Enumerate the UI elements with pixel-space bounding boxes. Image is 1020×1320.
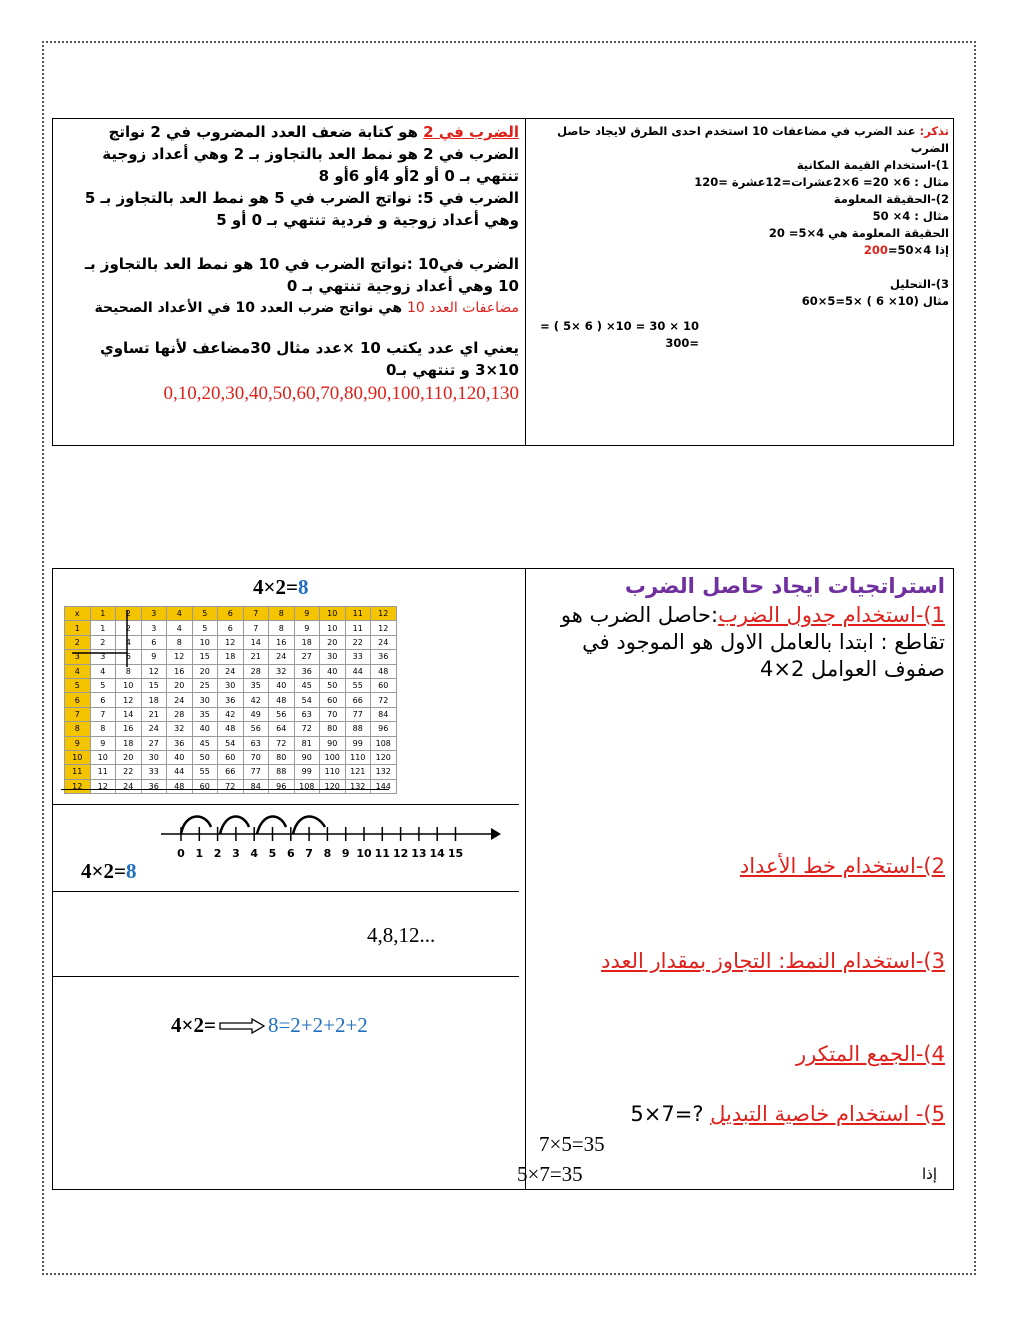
remember-intro bbox=[529, 123, 949, 157]
method-place-value: 1)-استخدام القيمة المكانية bbox=[796, 158, 949, 172]
table-cell: 12 bbox=[116, 693, 142, 707]
repeated-addition bbox=[171, 1013, 368, 1038]
table-path-lines bbox=[64, 606, 184, 676]
table-cell: 30 bbox=[192, 693, 218, 707]
number-line-arrow bbox=[491, 828, 501, 840]
number-line-label: 14 bbox=[429, 847, 445, 860]
table-cell: 110 bbox=[320, 765, 346, 779]
strategy-5 bbox=[630, 1101, 945, 1128]
table-header-cell: 11 bbox=[345, 607, 371, 621]
table-cell: 84 bbox=[371, 707, 397, 721]
table-cell: 144 bbox=[371, 779, 397, 793]
table-cell: 108 bbox=[371, 736, 397, 750]
multiply-by-2 bbox=[59, 121, 519, 187]
number-line-label: 12 bbox=[392, 847, 409, 860]
table-cell: 66 bbox=[218, 765, 244, 779]
strategy-5-label: 5)- استخدام خاصية التبديل bbox=[710, 1102, 945, 1126]
table-cell: 40 bbox=[269, 678, 295, 692]
table-row bbox=[65, 750, 397, 764]
multiples-label: مضاعفات العدد 10 bbox=[406, 300, 519, 316]
number-line-label: 13 bbox=[411, 847, 427, 860]
table-cell: 12 bbox=[167, 650, 193, 664]
table-cell: 35 bbox=[243, 678, 269, 692]
method-known-fact: 2)-الحقيقة المعلومة bbox=[833, 192, 949, 206]
table-cell: 44 bbox=[345, 664, 371, 678]
method-decompose-example: مثال (10× 6 ) ×5=5×60 bbox=[801, 294, 949, 308]
table-cell: 56 bbox=[243, 722, 269, 736]
table-row bbox=[65, 736, 397, 750]
table-cell: 1 bbox=[90, 621, 116, 635]
table-cell: 8 bbox=[269, 621, 295, 635]
row-divider bbox=[53, 804, 519, 805]
table-cell: 12 bbox=[218, 635, 244, 649]
table-cell: 77 bbox=[243, 765, 269, 779]
table-cell: 96 bbox=[371, 722, 397, 736]
table-cell: 27 bbox=[141, 736, 167, 750]
table-cell: 81 bbox=[294, 736, 320, 750]
table-row-header-cell: 2 bbox=[65, 635, 91, 649]
table-cell: 80 bbox=[269, 750, 295, 764]
jump-arc-3 bbox=[257, 817, 286, 834]
table-equation-value: 8 bbox=[297, 575, 309, 599]
table-cell: 108 bbox=[294, 779, 320, 793]
strategy-examples bbox=[53, 569, 525, 1189]
table-cell: 18 bbox=[294, 635, 320, 649]
table-cell: 50 bbox=[192, 750, 218, 764]
table-cell: 24 bbox=[116, 779, 142, 793]
table-cell: 10 bbox=[90, 750, 116, 764]
number-line-label: 9 bbox=[341, 847, 350, 860]
table-cell: 45 bbox=[192, 736, 218, 750]
table-cell: 56 bbox=[269, 707, 295, 721]
strategy-3: 3)-استخدام النمط: التجاوز بمقدار العدد bbox=[601, 949, 945, 973]
table-row-header-cell: 10 bbox=[65, 750, 91, 764]
table-cell: 132 bbox=[345, 779, 371, 793]
table-cell: 11 bbox=[345, 621, 371, 635]
table-cell: 7 bbox=[243, 621, 269, 635]
table-row bbox=[65, 678, 397, 692]
table-cell: 3 bbox=[90, 650, 116, 664]
number-line-label: 4 bbox=[250, 847, 259, 860]
table-cell: 7 bbox=[90, 707, 116, 721]
table-cell: 33 bbox=[345, 650, 371, 664]
table-cell: 30 bbox=[141, 750, 167, 764]
table-cell: 36 bbox=[218, 693, 244, 707]
table-cell: 6 bbox=[90, 693, 116, 707]
table-header-cell: 2 bbox=[116, 607, 142, 621]
table-cell: 6 bbox=[116, 650, 142, 664]
table-cell: 16 bbox=[116, 722, 142, 736]
table-cell: 9 bbox=[294, 621, 320, 635]
method-place-value-example: مثال : 6× 20= 6×2عشرات=12عشرة =120 bbox=[694, 175, 949, 189]
number-line-label: 3 bbox=[232, 847, 240, 860]
number-line-label: 0 bbox=[177, 847, 185, 860]
table-row-header-cell: 8 bbox=[65, 722, 91, 736]
table-cell: 15 bbox=[141, 678, 167, 692]
table-cell: 33 bbox=[141, 765, 167, 779]
table-cell: 60 bbox=[371, 678, 397, 692]
table-cell: 6 bbox=[141, 635, 167, 649]
table-cell: 72 bbox=[218, 779, 244, 793]
table-cell: 54 bbox=[294, 693, 320, 707]
strategy-1-text: :حاصل الضرب هو تقاطع : ابتدا بالعامل الاول هو الموجود في صفوف العوامل 2×4 bbox=[560, 603, 945, 681]
method-known-fact-result bbox=[529, 242, 949, 259]
table-cell: 66 bbox=[345, 693, 371, 707]
column-divider bbox=[525, 569, 526, 1189]
table-cell: 20 bbox=[116, 750, 142, 764]
table-cell: 48 bbox=[218, 722, 244, 736]
table-header-cell: 8 bbox=[269, 607, 295, 621]
table-cell: 42 bbox=[218, 707, 244, 721]
table-cell: 48 bbox=[371, 664, 397, 678]
table-cell: 99 bbox=[294, 765, 320, 779]
table-cell: 16 bbox=[167, 664, 193, 678]
number-line-label: 15 bbox=[447, 847, 464, 860]
table-cell: 30 bbox=[320, 650, 346, 664]
table-cell: 28 bbox=[167, 707, 193, 721]
table-row-header-cell: 7 bbox=[65, 707, 91, 721]
commutative-then: إذا bbox=[921, 1165, 937, 1183]
strategy-5-question: ?=7×5 bbox=[630, 1102, 711, 1126]
table-cell: 3 bbox=[141, 621, 167, 635]
strategies-title: استراتجيات ايجاد حاصل الضرب bbox=[624, 574, 945, 598]
table-cell: 70 bbox=[320, 707, 346, 721]
table-cell: 12 bbox=[90, 779, 116, 793]
number-line-equation-value: 8 bbox=[125, 859, 137, 883]
row-divider bbox=[53, 891, 519, 892]
table-cell: 11 bbox=[90, 765, 116, 779]
strategy-2: 2)-استخدام خط الأعداد bbox=[739, 854, 945, 878]
table-cell: 60 bbox=[218, 750, 244, 764]
table-cell: 49 bbox=[243, 707, 269, 721]
table-cell: 50 bbox=[320, 678, 346, 692]
table-cell: 10 bbox=[192, 635, 218, 649]
table-cell: 32 bbox=[269, 664, 295, 678]
table-row bbox=[65, 779, 397, 793]
repeated-addition-prefix: 4×2= bbox=[171, 1013, 216, 1037]
table-cell: 44 bbox=[167, 765, 193, 779]
method-known-fact-example: مثال : 4× 50 bbox=[872, 209, 949, 223]
table-header-cell: 6 bbox=[218, 607, 244, 621]
table-cell: 64 bbox=[269, 722, 295, 736]
strategy-1-label: 1)-استخدام جدول الضرب bbox=[718, 603, 945, 627]
table-cell: 4 bbox=[116, 635, 142, 649]
multiplication-patterns bbox=[59, 121, 519, 443]
intro-text: عند الضرب في مضاعفات 10 استخدم احدى الطرق لايجاد حاصل الضرب bbox=[557, 124, 949, 155]
table-cell: 10 bbox=[320, 621, 346, 635]
number-line bbox=[153, 807, 503, 867]
implies-arrow-icon bbox=[218, 1018, 266, 1034]
table-cell: 36 bbox=[167, 736, 193, 750]
multiplication-table bbox=[64, 606, 397, 794]
method-decompose: 3)-التحليل bbox=[890, 277, 949, 291]
commutative-line-2: 5×7=35 bbox=[517, 1162, 583, 1186]
table-row-header-cell: 11 bbox=[65, 765, 91, 779]
table-cell: 30 bbox=[218, 678, 244, 692]
table-cell: 32 bbox=[167, 722, 193, 736]
table-cell: 72 bbox=[294, 722, 320, 736]
table-cell: 54 bbox=[218, 736, 244, 750]
table-cell: 36 bbox=[141, 779, 167, 793]
row-divider bbox=[53, 976, 519, 977]
strategy-1 bbox=[531, 602, 945, 683]
table-header-cell: 7 bbox=[243, 607, 269, 621]
multiply-by-5: الضرب في 5: نواتج الضرب في 5 هو نمط العد بالتجاوز بـ 5 وهي أعداد زوجية و فردية تنتهي بـ 0 أو 5 bbox=[84, 189, 519, 229]
table-cell: 20 bbox=[167, 678, 193, 692]
table-cell: 72 bbox=[269, 736, 295, 750]
multiples-of-10-def bbox=[59, 297, 519, 319]
table-cell: 6 bbox=[218, 621, 244, 635]
repeated-addition-value: 8=2+2+2+2 bbox=[267, 1013, 368, 1037]
table-cell: 16 bbox=[269, 635, 295, 649]
table-cell: 45 bbox=[294, 678, 320, 692]
table-cell: 8 bbox=[167, 635, 193, 649]
table-cell: 24 bbox=[371, 635, 397, 649]
number-line-label: 2 bbox=[213, 847, 222, 860]
table-cell: 40 bbox=[320, 664, 346, 678]
table-cell: 88 bbox=[269, 765, 295, 779]
table-row-header-cell: 4 bbox=[65, 664, 91, 678]
table-cell: 24 bbox=[269, 650, 295, 664]
table-cell: 2 bbox=[116, 621, 142, 635]
table-cell: 90 bbox=[294, 750, 320, 764]
number-line-equation-prefix: 4×2= bbox=[81, 859, 126, 883]
table-cell: 100 bbox=[320, 750, 346, 764]
jump-arc-2 bbox=[220, 817, 249, 834]
multiples-text: هي نواتج ضرب العدد 10 في الأعداد الصحيحة bbox=[94, 300, 407, 316]
table-cell: 40 bbox=[192, 722, 218, 736]
table-cell: 36 bbox=[371, 650, 397, 664]
table-row bbox=[65, 693, 397, 707]
table-header-cell: 3 bbox=[141, 607, 167, 621]
commutative-line-1: 7×5=35 bbox=[539, 1132, 605, 1156]
strategies bbox=[517, 573, 945, 1187]
column-divider bbox=[525, 119, 526, 445]
table-cell: 21 bbox=[141, 707, 167, 721]
multiply-by-2-text: هو كتابة ضعف العدد المضروب في 2 نواتج الضرب في 2 هو نمط العد بالتجاوز بـ 2 وهي أعداد زوجية تنتهي بـ 0 أو 2أو 4أو 6أو 8 bbox=[102, 123, 519, 185]
table-cell: 4 bbox=[90, 664, 116, 678]
table-row bbox=[65, 707, 397, 721]
table-cell: 2 bbox=[90, 635, 116, 649]
table-cell: 63 bbox=[243, 736, 269, 750]
table-cell: 20 bbox=[320, 635, 346, 649]
number-line-label: 5 bbox=[268, 847, 277, 860]
number-line-label: 7 bbox=[305, 847, 313, 860]
table-header-cell: 10 bbox=[320, 607, 346, 621]
table-equation-prefix: 4×2= bbox=[253, 575, 298, 599]
table-cell: 18 bbox=[141, 693, 167, 707]
table-cell: 121 bbox=[345, 765, 371, 779]
number-line-equation bbox=[81, 859, 136, 884]
table-cell: 8 bbox=[116, 664, 142, 678]
table-cell: 88 bbox=[345, 722, 371, 736]
table-cell: 40 bbox=[167, 750, 193, 764]
table-cell: 22 bbox=[345, 635, 371, 649]
table-cell: 10 bbox=[116, 678, 142, 692]
table-row-header-cell: 5 bbox=[65, 678, 91, 692]
table-cell: 110 bbox=[345, 750, 371, 764]
table-cell: 48 bbox=[269, 693, 295, 707]
table-row bbox=[65, 765, 397, 779]
table-cell: 24 bbox=[141, 722, 167, 736]
table-cell: 28 bbox=[243, 664, 269, 678]
table-cell: 18 bbox=[218, 650, 244, 664]
table-cell: 12 bbox=[371, 621, 397, 635]
table-cell: 96 bbox=[269, 779, 295, 793]
table-row-header-cell: 6 bbox=[65, 693, 91, 707]
table-underline bbox=[61, 789, 389, 790]
table-row-header-cell: 12 bbox=[65, 779, 91, 793]
table-cell: 42 bbox=[243, 693, 269, 707]
number-line-label: 6 bbox=[286, 847, 295, 860]
table-cell: 20 bbox=[192, 664, 218, 678]
table-row-header-cell: 3 bbox=[65, 650, 91, 664]
remember-label: تذكر: bbox=[919, 124, 949, 138]
table-cell: 5 bbox=[90, 678, 116, 692]
result-prefix: إذا 4×50= bbox=[887, 243, 949, 257]
table-row-header-cell: 9 bbox=[65, 736, 91, 750]
table-cell: 27 bbox=[294, 650, 320, 664]
table-cell: 77 bbox=[345, 707, 371, 721]
table-cell: 24 bbox=[167, 693, 193, 707]
table-cell: 60 bbox=[320, 693, 346, 707]
table-cell: 60 bbox=[192, 779, 218, 793]
table-cell: 70 bbox=[243, 750, 269, 764]
skip-count-pattern: 4,8,12... bbox=[367, 923, 436, 947]
table-header-cell: 5 bbox=[192, 607, 218, 621]
table-cell: 132 bbox=[371, 765, 397, 779]
table-cell: 12 bbox=[141, 664, 167, 678]
table-cell: 21 bbox=[243, 650, 269, 664]
table-row-header-cell: 1 bbox=[65, 621, 91, 635]
table-cell: 120 bbox=[320, 779, 346, 793]
table-cell: 24 bbox=[218, 664, 244, 678]
table-cell: 84 bbox=[243, 779, 269, 793]
table-row bbox=[65, 722, 397, 736]
table-cell: 55 bbox=[192, 765, 218, 779]
table-header-cell: 9 bbox=[294, 607, 320, 621]
table-cell: 120 bbox=[371, 750, 397, 764]
table-header-cell: 1 bbox=[90, 607, 116, 621]
table-equation bbox=[253, 575, 308, 600]
table-cell: 14 bbox=[243, 635, 269, 649]
table-cell: 48 bbox=[167, 779, 193, 793]
method-decompose-calc-b: =300 bbox=[665, 336, 699, 350]
table-cell: 9 bbox=[90, 736, 116, 750]
number-line-label: 1 bbox=[195, 847, 204, 860]
table-cell: 14 bbox=[116, 707, 142, 721]
top-table bbox=[52, 118, 954, 446]
multiply-by-10: الضرب في10 :نواتج الضرب في 10 هو نمط العد بالتجاوز بـ 10 وهي أعداد زوجية تنتهي بـ 0 bbox=[84, 255, 519, 295]
number-line-label: 8 bbox=[323, 847, 332, 860]
bottom-table bbox=[52, 568, 954, 1190]
table-cell: 22 bbox=[116, 765, 142, 779]
method-known-fact-fact: الحقيقة المعلومة هي 4×5= 20 bbox=[768, 226, 949, 240]
place-value-methods bbox=[529, 123, 949, 443]
table-cell: 99 bbox=[345, 736, 371, 750]
table-cell: 4 bbox=[167, 621, 193, 635]
table-header-cell: x bbox=[65, 607, 91, 621]
multiply-by-2-label: الضرب في 2 bbox=[423, 123, 519, 141]
multiples-list: 0,10,20,30,40,50,60,70,80,90,100,110,120,130 bbox=[163, 383, 519, 404]
table-cell: 36 bbox=[294, 664, 320, 678]
number-line-label: 11 bbox=[374, 847, 390, 860]
table-cell: 25 bbox=[192, 678, 218, 692]
table-cell: 8 bbox=[90, 722, 116, 736]
table-header-cell: 12 bbox=[371, 607, 397, 621]
jump-arc-1 bbox=[181, 817, 211, 834]
table-cell: 63 bbox=[294, 707, 320, 721]
table-cell: 5 bbox=[192, 621, 218, 635]
table-cell: 72 bbox=[371, 693, 397, 707]
method-decompose-calc-a: 10 × 30 = 10× ( 6 ×5 ) = bbox=[540, 319, 699, 333]
table-cell: 55 bbox=[345, 678, 371, 692]
multiples-meaning: يعني اي عدد يكتب 10 ×عدد مثال 30مضاعف لأنها تساوي 10×3 و تنتهي بـ0 bbox=[99, 339, 519, 379]
table-cell: 35 bbox=[192, 707, 218, 721]
table-cell: 18 bbox=[116, 736, 142, 750]
result-value: 200 bbox=[863, 243, 888, 257]
table-header-cell: 4 bbox=[167, 607, 193, 621]
number-line-label: 10 bbox=[356, 847, 372, 860]
table-cell: 15 bbox=[192, 650, 218, 664]
table-cell: 9 bbox=[141, 650, 167, 664]
table-cell: 80 bbox=[320, 722, 346, 736]
strategy-4: 4)-الجمع المتكرر bbox=[796, 1042, 945, 1066]
table-cell: 90 bbox=[320, 736, 346, 750]
